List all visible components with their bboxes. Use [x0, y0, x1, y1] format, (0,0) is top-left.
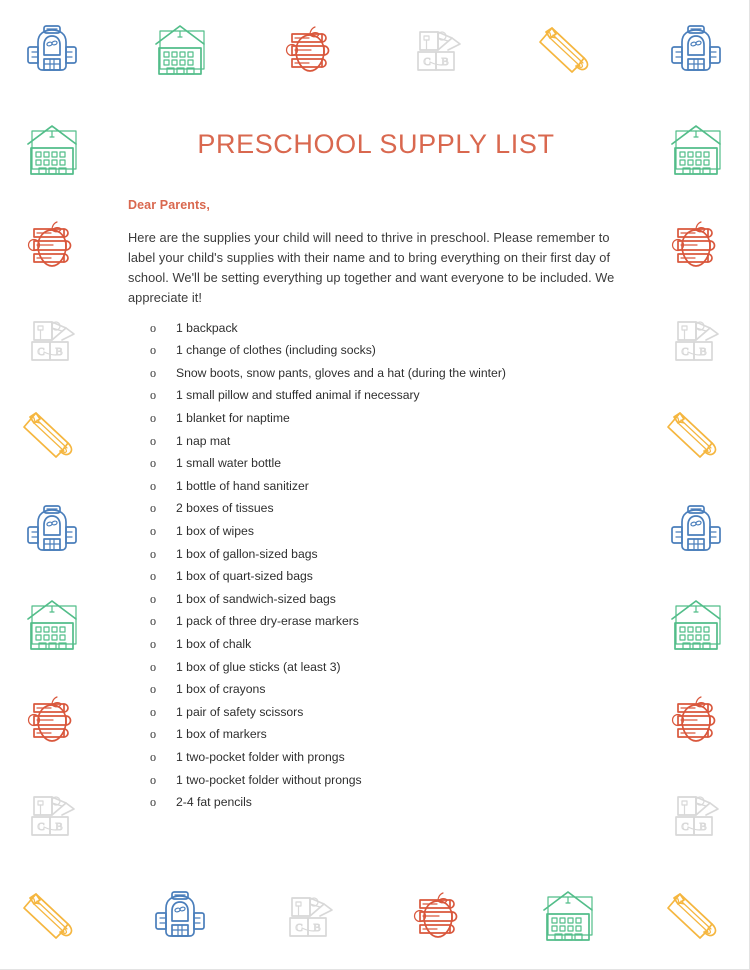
pencil-icon	[664, 403, 728, 467]
alphabet-blocks-icon	[278, 884, 342, 948]
list-item	[128, 751, 624, 763]
list-bullet: o	[150, 704, 157, 719]
list-item	[128, 570, 624, 582]
school-icon	[664, 593, 728, 657]
list-bullet: o	[150, 591, 157, 606]
pencil-icon	[20, 884, 84, 948]
list-item-text: 1 small water bottle	[176, 456, 281, 471]
list-item	[128, 593, 624, 605]
alphabet-blocks-icon	[664, 308, 728, 372]
list-bullet: o	[150, 569, 157, 584]
list-item-text: Snow boots, snow pants, gloves and a hat (during the winter)	[176, 365, 506, 380]
list-item-text: 1 two-pocket folder with prongs	[176, 749, 345, 764]
list-bullet: o	[150, 524, 157, 539]
list-item-text: 1 box of wipes	[176, 524, 254, 539]
list-item	[128, 322, 624, 334]
greeting-line: Dear Parents,	[128, 198, 210, 213]
backpack-icon	[664, 18, 728, 82]
list-bullet: o	[150, 659, 157, 674]
books-apple-icon	[278, 18, 342, 82]
list-item-text: 2 boxes of tissues	[176, 501, 274, 516]
list-item	[128, 502, 624, 514]
books-apple-icon	[664, 688, 728, 752]
list-item-text: 1 small pillow and stuffed animal if necessary	[176, 388, 420, 403]
svg-text:C: C	[295, 922, 303, 934]
list-bullet: o	[150, 682, 157, 697]
list-item	[128, 412, 624, 424]
list-bullet: o	[150, 365, 157, 380]
svg-text:B: B	[699, 346, 707, 358]
backpack-icon	[20, 18, 84, 82]
svg-text:C: C	[37, 346, 45, 358]
school-icon	[536, 884, 600, 948]
list-bullet: o	[150, 433, 157, 448]
list-bullet: o	[150, 456, 157, 471]
list-bullet: o	[150, 727, 157, 742]
list-item	[128, 638, 624, 650]
list-item-text: 1 pack of three dry-erase markers	[176, 614, 359, 629]
list-bullet: o	[150, 411, 157, 426]
school-icon	[664, 118, 728, 182]
list-item-text: 1 pair of safety scissors	[176, 704, 304, 719]
alphabet-blocks-icon	[406, 18, 470, 82]
svg-text:B: B	[441, 56, 449, 68]
list-item	[128, 525, 624, 537]
list-item	[128, 683, 624, 695]
list-item	[128, 661, 624, 673]
list-item-text: 1 box of crayons	[176, 682, 266, 697]
list-bullet: o	[150, 343, 157, 358]
document-content	[128, 128, 624, 819]
svg-text:B: B	[313, 922, 321, 934]
list-item	[128, 796, 624, 808]
list-bullet: o	[150, 501, 157, 516]
svg-text:B: B	[55, 821, 63, 833]
list-item-text: 1 change of clothes (including socks)	[176, 343, 376, 358]
backpack-icon	[664, 498, 728, 562]
list-bullet: o	[150, 637, 157, 652]
pencil-icon	[664, 884, 728, 948]
page-title: PRESCHOOL SUPPLY LIST	[197, 129, 555, 159]
svg-text:C: C	[423, 56, 431, 68]
books-apple-icon	[406, 884, 470, 948]
pencil-icon	[20, 403, 84, 467]
list-item	[128, 548, 624, 560]
svg-text:C: C	[37, 821, 45, 833]
svg-text:C: C	[681, 346, 689, 358]
list-item-text: 1 box of quart-sized bags	[176, 569, 313, 584]
list-bullet: o	[150, 320, 157, 335]
backpack-icon	[148, 884, 212, 948]
list-item	[128, 774, 624, 786]
list-item-text: 1 box of glue sticks (at least 3)	[176, 659, 341, 674]
svg-text:C: C	[681, 821, 689, 833]
svg-text:B: B	[55, 346, 63, 358]
list-item-text: 1 backpack	[176, 320, 238, 335]
list-bullet: o	[150, 795, 157, 810]
list-item-text: 2-4 fat pencils	[176, 795, 252, 810]
list-item	[128, 706, 624, 718]
list-bullet: o	[150, 614, 157, 629]
alphabet-blocks-icon	[20, 783, 84, 847]
list-bullet: o	[150, 772, 157, 787]
list-item	[128, 457, 624, 469]
alphabet-blocks-icon	[20, 308, 84, 372]
list-item	[128, 389, 624, 401]
books-apple-icon	[664, 213, 728, 277]
books-apple-icon	[20, 688, 84, 752]
alphabet-blocks-icon	[664, 783, 728, 847]
list-item	[128, 480, 624, 492]
list-item-text: 1 box of markers	[176, 727, 267, 742]
list-item-text: 1 box of gallon-sized bags	[176, 546, 318, 561]
supply-list	[128, 322, 624, 809]
list-item-text: 1 box of chalk	[176, 637, 252, 652]
list-bullet: o	[150, 388, 157, 403]
list-item	[128, 367, 624, 379]
list-item-text: 1 two-pocket folder without prongs	[176, 772, 362, 787]
pencil-icon	[536, 18, 600, 82]
list-item	[128, 344, 624, 356]
list-item-text: 1 bottle of hand sanitizer	[176, 478, 309, 493]
list-bullet: o	[150, 478, 157, 493]
list-item-text: 1 blanket for naptime	[176, 411, 290, 426]
backpack-icon	[20, 498, 84, 562]
books-apple-icon	[20, 213, 84, 277]
list-item	[128, 435, 624, 447]
list-bullet: o	[150, 749, 157, 764]
intro-paragraph: Here are the supplies your child will need to thrive in preschool. Please remember to label your child's supplies with their name and to bring everything on their first day of school. We'll be setting everything up together and want everyone to be included. We appreciate it!	[128, 230, 615, 305]
svg-text:B: B	[699, 821, 707, 833]
list-item	[128, 728, 624, 740]
list-item-text: 1 nap mat	[176, 433, 231, 448]
school-icon	[20, 593, 84, 657]
school-icon	[20, 118, 84, 182]
list-item-text: 1 box of sandwich-sized bags	[176, 591, 336, 606]
list-item	[128, 615, 624, 627]
school-icon	[148, 18, 212, 82]
list-bullet: o	[150, 546, 157, 561]
